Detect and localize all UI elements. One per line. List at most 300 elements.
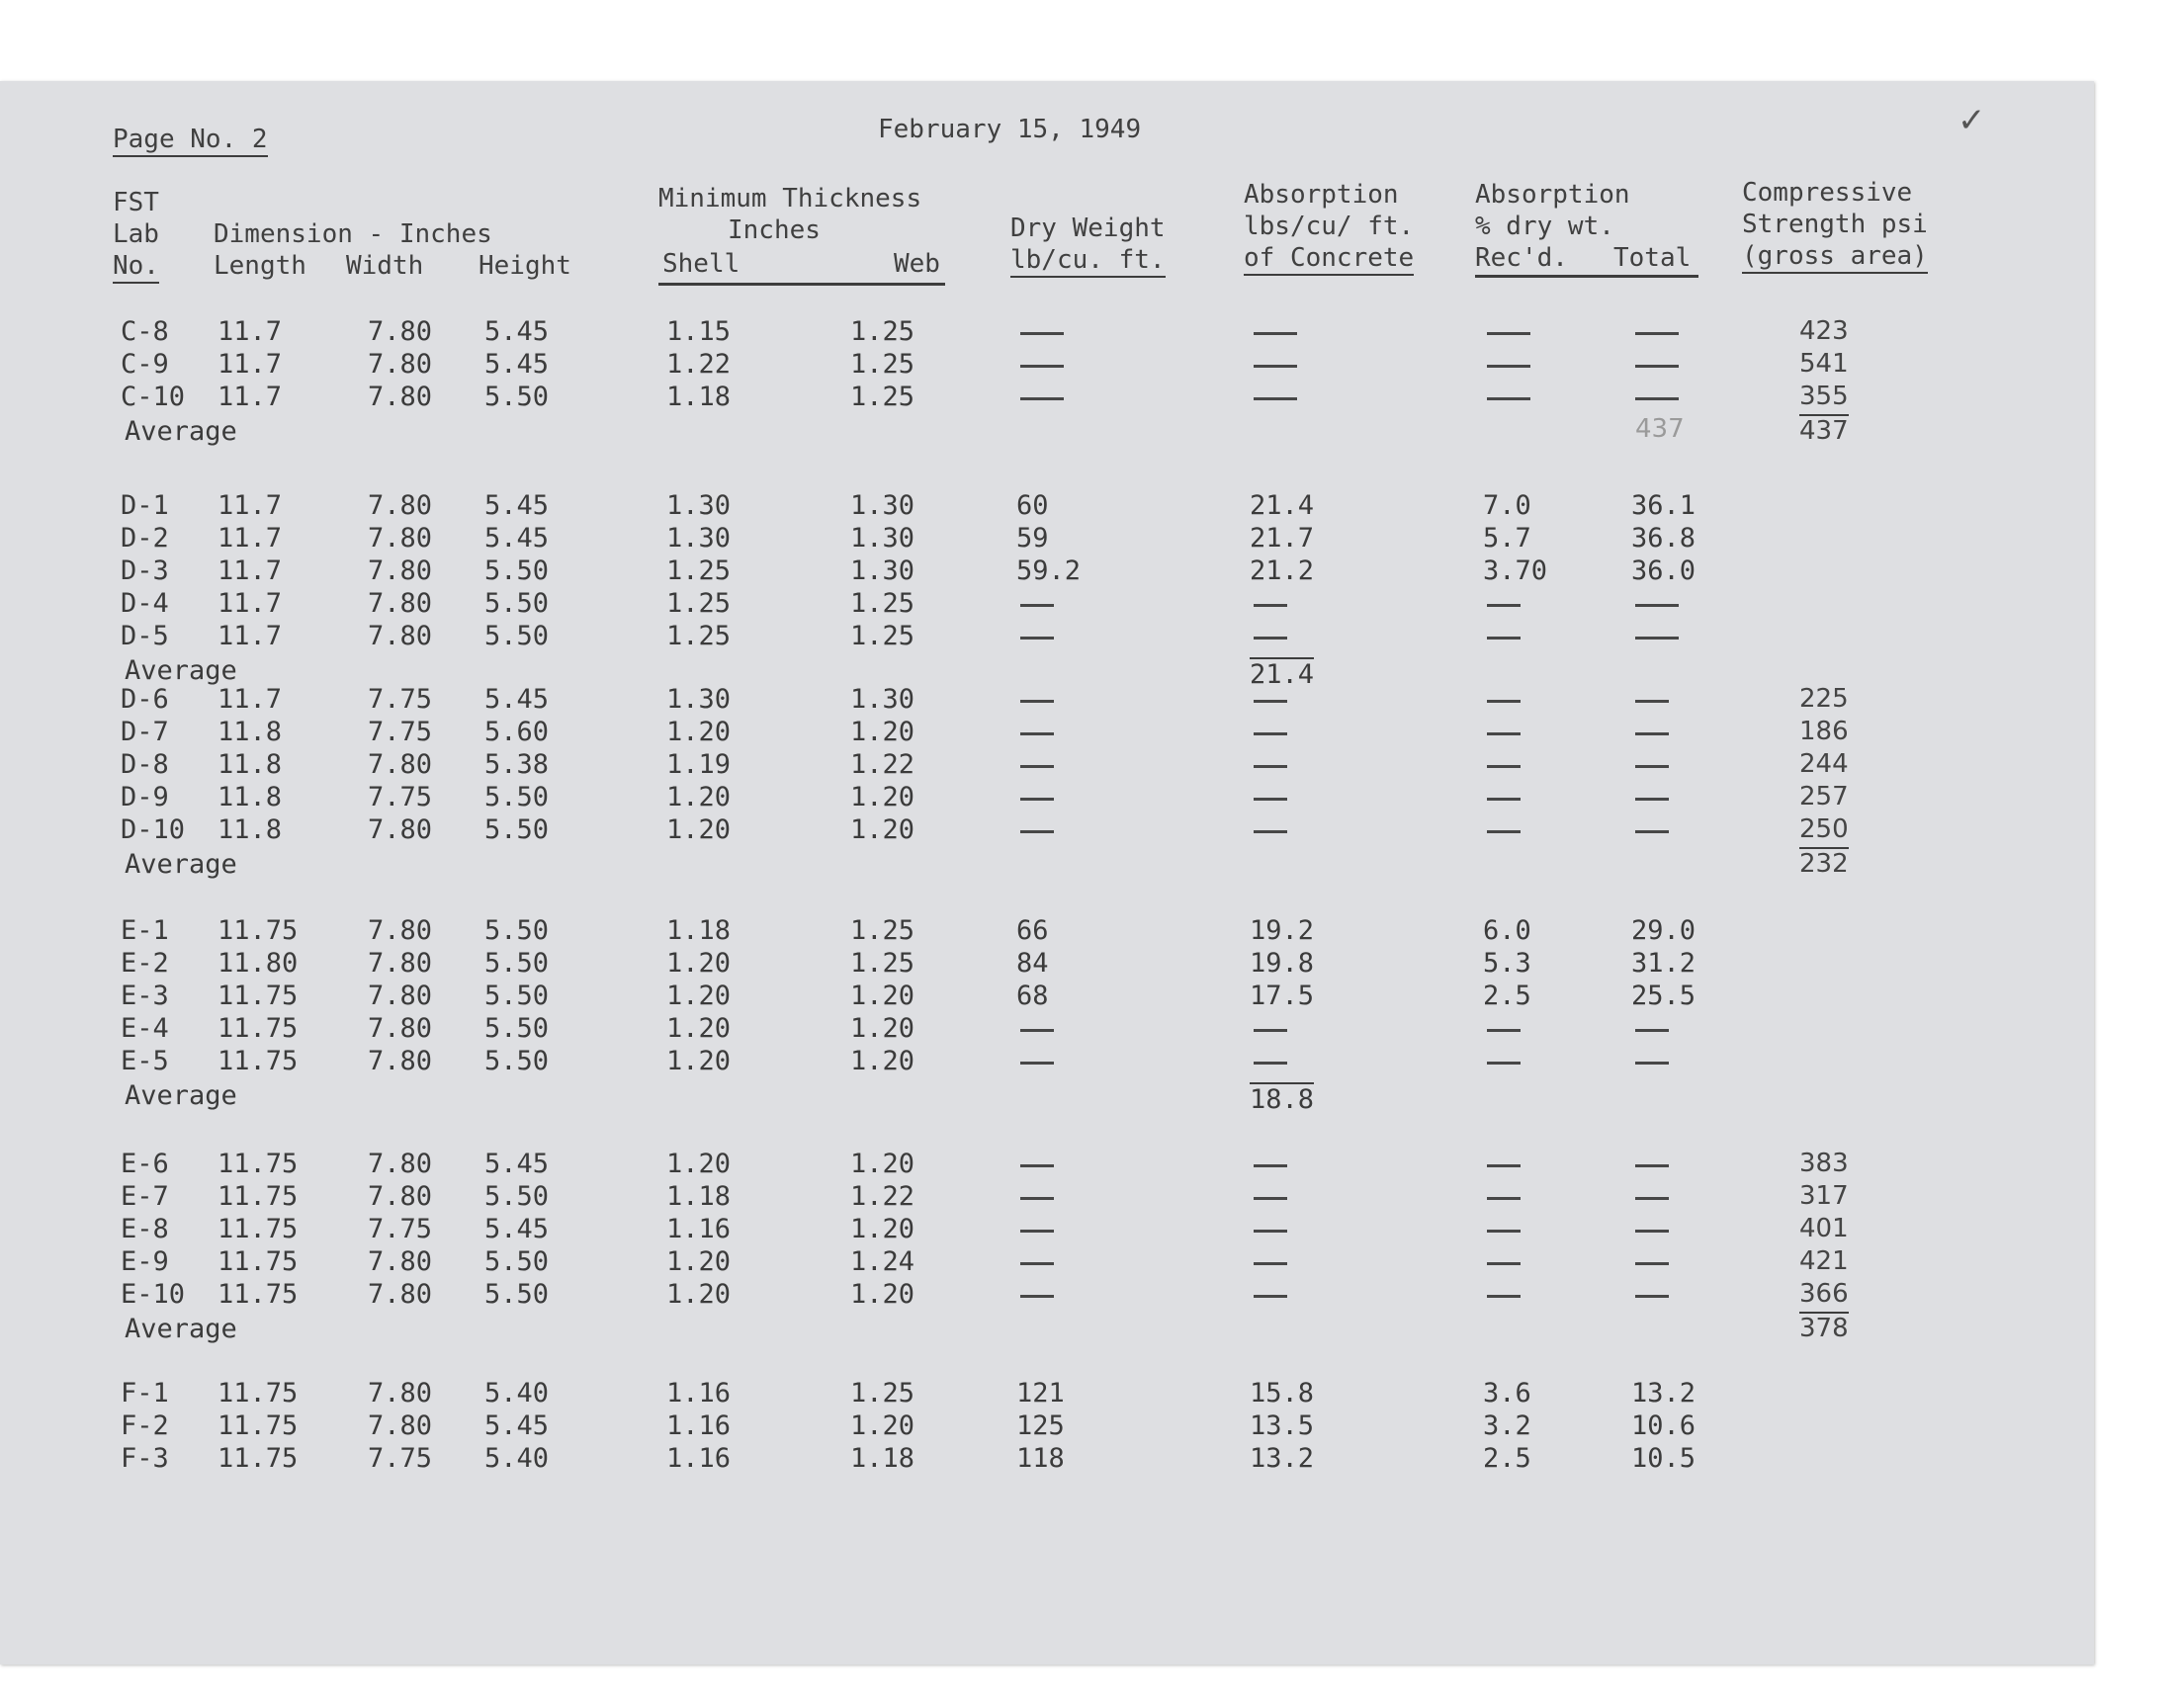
cell-dry-dash <box>1020 1050 1047 1071</box>
cell-width: 7.75 <box>368 1214 433 1244</box>
cell-length: 11.8 <box>218 717 283 747</box>
cell-dry-dash <box>1020 625 1047 646</box>
dash-mark <box>1020 700 1054 703</box>
average-label: Average <box>125 655 237 686</box>
cell-comp: 383 <box>1799 1149 1849 1178</box>
header-absorption-concrete-line2: lbs/cu/ ft. <box>1244 212 1415 241</box>
header-width: Width <box>346 251 424 281</box>
dash-mark <box>1635 798 1669 801</box>
cell-recd-dash <box>1487 1250 1514 1272</box>
cell-length: 11.8 <box>218 782 283 812</box>
cell-total: 36.1 <box>1631 490 1696 521</box>
cell-comp: 421 <box>1799 1246 1849 1276</box>
dash-mark <box>1254 397 1297 400</box>
cell-no: E-8 <box>121 1214 169 1244</box>
cell-comp: 186 <box>1799 717 1849 746</box>
cell-shell: 1.18 <box>666 915 732 946</box>
cell-abs_conc-dash <box>1254 320 1293 342</box>
cell-web: 1.20 <box>850 1046 915 1076</box>
dash-mark <box>1487 397 1530 400</box>
document-date: February 15, 1949 <box>878 115 1142 144</box>
cell-dry-dash <box>1020 385 1060 407</box>
cell-total-dash <box>1635 688 1662 710</box>
cell-dry: 59 <box>1016 523 1049 554</box>
cell-web: 1.20 <box>850 1410 915 1441</box>
header-length: Length <box>214 251 306 281</box>
dash-mark <box>1254 798 1287 801</box>
dash-mark <box>1487 830 1521 833</box>
cell-abs_conc-dash <box>1254 1153 1280 1174</box>
dash-mark <box>1487 1062 1521 1065</box>
cell-height: 5.50 <box>484 948 550 979</box>
cell-shell: 1.20 <box>666 1246 732 1277</box>
cell-width: 7.80 <box>368 1149 433 1179</box>
cell-no: D-4 <box>121 588 169 619</box>
average-label: Average <box>125 849 237 880</box>
cell-shell: 1.18 <box>666 1181 732 1212</box>
cell-length: 11.7 <box>218 382 283 412</box>
cell-no: E-9 <box>121 1246 169 1277</box>
dash-mark <box>1635 830 1669 833</box>
cell-total-dash <box>1635 592 1675 614</box>
cell-comp: 244 <box>1799 749 1849 779</box>
cell-abs_conc-dash <box>1254 818 1280 840</box>
cell-comp: 541 <box>1799 349 1849 379</box>
cell-no: C-10 <box>121 382 186 412</box>
cell-dry-dash <box>1020 688 1047 710</box>
dash-mark <box>1487 1164 1521 1167</box>
cell-total-dash <box>1635 1250 1662 1272</box>
cell-height: 5.50 <box>484 1279 550 1310</box>
cell-dry-dash <box>1020 1017 1047 1039</box>
cell-abs_conc-dash <box>1254 1218 1280 1239</box>
header-dry-weight-line2: lb/cu. ft. <box>1010 247 1166 278</box>
cell-total-dash <box>1635 353 1675 375</box>
cell-width: 7.80 <box>368 1181 433 1212</box>
cell-no: D-7 <box>121 717 169 747</box>
cell-recd-dash <box>1487 1185 1514 1207</box>
dash-mark <box>1487 1262 1521 1265</box>
dash-mark <box>1020 397 1064 400</box>
cell-length: 11.80 <box>218 948 299 979</box>
cell-web: 1.25 <box>850 316 915 347</box>
cell-shell: 1.25 <box>666 555 732 586</box>
cell-comp: 423 <box>1799 316 1849 346</box>
cell-dry-dash <box>1020 1185 1047 1207</box>
cell-web: 1.20 <box>850 717 915 747</box>
cell-height: 5.50 <box>484 382 550 412</box>
cell-width: 7.80 <box>368 1279 433 1310</box>
cell-width: 7.80 <box>368 981 433 1011</box>
cell-no: D-6 <box>121 684 169 715</box>
cell-abs_conc-dash <box>1254 688 1280 710</box>
cell-height: 5.40 <box>484 1378 550 1409</box>
dash-mark <box>1020 332 1064 335</box>
cell-comp: 317 <box>1799 1181 1849 1211</box>
dash-mark <box>1254 765 1287 768</box>
cell-shell: 1.19 <box>666 749 732 780</box>
cell-no: D-5 <box>121 621 169 651</box>
check-mark-icon: ✓ <box>1958 101 1986 140</box>
cell-height: 5.38 <box>484 749 550 780</box>
cell-no: E-6 <box>121 1149 169 1179</box>
dash-mark <box>1020 637 1054 640</box>
cell-width: 7.80 <box>368 1410 433 1441</box>
cell-total-dash <box>1635 1017 1662 1039</box>
cell-height: 5.45 <box>484 349 550 380</box>
cell-dry: 121 <box>1016 1378 1065 1409</box>
dash-mark <box>1254 1230 1287 1233</box>
cell-length: 11.7 <box>218 621 283 651</box>
header-web: Web <box>894 249 940 279</box>
dash-mark <box>1020 732 1054 735</box>
dash-mark <box>1254 1295 1287 1298</box>
cell-length: 11.7 <box>218 555 283 586</box>
cell-length: 11.7 <box>218 588 283 619</box>
cell-shell: 1.16 <box>666 1443 732 1474</box>
cell-recd-dash <box>1487 818 1514 840</box>
dash-mark <box>1020 1295 1054 1298</box>
dash-mark <box>1254 1062 1287 1065</box>
cell-no: E-2 <box>121 948 169 979</box>
absorption-average: 18.8 <box>1250 1084 1315 1115</box>
cell-height: 5.45 <box>484 490 550 521</box>
cell-length: 11.7 <box>218 349 283 380</box>
cell-dry-dash <box>1020 353 1060 375</box>
cell-height: 5.45 <box>484 1214 550 1244</box>
cell-length: 11.75 <box>218 1443 299 1474</box>
cell-height: 5.45 <box>484 684 550 715</box>
cell-width: 7.80 <box>368 1378 433 1409</box>
dash-mark <box>1487 332 1530 335</box>
header-lab-line2: Lab <box>113 219 159 249</box>
cell-abs_conc-dash <box>1254 1283 1280 1305</box>
cell-no: C-8 <box>121 316 169 347</box>
header-total: Total <box>1613 243 1692 273</box>
cell-total-dash <box>1635 753 1662 775</box>
cell-abs_conc: 21.2 <box>1250 555 1315 586</box>
header-thickness-title: Minimum Thickness <box>658 184 922 214</box>
header-lab-line1: FST <box>113 188 159 217</box>
cell-abs_conc-dash <box>1254 721 1280 742</box>
cell-abs_conc-dash <box>1254 1185 1280 1207</box>
cell-length: 11.75 <box>218 1246 299 1277</box>
cell-height: 5.50 <box>484 1181 550 1212</box>
cell-shell: 1.22 <box>666 349 732 380</box>
dash-mark <box>1635 765 1669 768</box>
dash-mark <box>1487 365 1530 368</box>
cell-recd-dash <box>1487 1017 1514 1039</box>
cell-shell: 1.20 <box>666 948 732 979</box>
cell-total: 29.0 <box>1631 915 1696 946</box>
cell-height: 5.60 <box>484 717 550 747</box>
dash-mark <box>1635 1295 1669 1298</box>
dash-mark <box>1254 1029 1287 1032</box>
cell-dry: 118 <box>1016 1443 1065 1474</box>
cell-no: F-2 <box>121 1410 169 1441</box>
header-absorption-pct-line2: % dry wt. <box>1475 212 1614 241</box>
dash-mark <box>1487 637 1521 640</box>
cell-width: 7.80 <box>368 1046 433 1076</box>
dash-mark <box>1635 1197 1669 1200</box>
cell-width: 7.75 <box>368 717 433 747</box>
cell-dry-dash <box>1020 1283 1047 1305</box>
dash-mark <box>1487 1295 1521 1298</box>
average-label: Average <box>125 1314 237 1344</box>
cell-comp: 250 <box>1799 814 1849 844</box>
cell-recd: 3.2 <box>1483 1410 1531 1441</box>
cell-comp: 225 <box>1799 684 1849 714</box>
header-lab-line3: No. <box>113 253 159 284</box>
cell-shell: 1.25 <box>666 621 732 651</box>
cell-recd-dash <box>1487 1050 1514 1071</box>
cell-recd: 3.70 <box>1483 555 1548 586</box>
cell-recd-dash <box>1487 592 1514 614</box>
cell-shell: 1.20 <box>666 717 732 747</box>
cell-total: 36.8 <box>1631 523 1696 554</box>
dash-mark <box>1487 1230 1521 1233</box>
dash-mark <box>1020 1029 1054 1032</box>
compressive-average: 437 <box>1799 416 1849 446</box>
cell-height: 5.45 <box>484 316 550 347</box>
cell-web: 1.25 <box>850 1378 915 1409</box>
cell-height: 5.50 <box>484 1246 550 1277</box>
cell-recd: 2.5 <box>1483 981 1531 1011</box>
dash-mark <box>1254 700 1287 703</box>
cell-width: 7.80 <box>368 382 433 412</box>
cell-width: 7.75 <box>368 684 433 715</box>
cell-recd-dash <box>1487 1153 1514 1174</box>
cell-shell: 1.20 <box>666 1149 732 1179</box>
cell-total: 25.5 <box>1631 981 1696 1011</box>
header-shell: Shell <box>662 249 740 279</box>
dash-mark <box>1487 700 1521 703</box>
cell-total-dash <box>1635 1185 1662 1207</box>
cell-total-dash <box>1635 385 1675 407</box>
cell-height: 5.50 <box>484 621 550 651</box>
cell-shell: 1.16 <box>666 1214 732 1244</box>
cell-height: 5.40 <box>484 1443 550 1474</box>
cell-dry-dash <box>1020 753 1047 775</box>
cell-total-dash <box>1635 1283 1662 1305</box>
header-absorption-concrete-line3: of Concrete <box>1244 245 1414 276</box>
cell-shell: 1.16 <box>666 1410 732 1441</box>
cell-recd: 2.5 <box>1483 1443 1531 1474</box>
cell-shell: 1.30 <box>666 490 732 521</box>
cell-width: 7.80 <box>368 948 433 979</box>
cell-length: 11.75 <box>218 1410 299 1441</box>
dash-mark <box>1254 604 1287 607</box>
cell-no: E-10 <box>121 1279 186 1310</box>
cell-dry: 84 <box>1016 948 1049 979</box>
cell-length: 11.8 <box>218 814 283 845</box>
cell-web: 1.22 <box>850 749 915 780</box>
cell-shell: 1.20 <box>666 814 732 845</box>
cell-recd-dash <box>1487 320 1526 342</box>
cell-length: 11.75 <box>218 1279 299 1310</box>
cell-abs_conc-dash <box>1254 385 1293 407</box>
cell-shell: 1.18 <box>666 382 732 412</box>
header-dry-weight-line1: Dry Weight <box>1010 214 1166 243</box>
cell-length: 11.8 <box>218 749 283 780</box>
cell-dry-dash <box>1020 1218 1047 1239</box>
dash-mark <box>1254 1262 1287 1265</box>
dash-mark <box>1487 765 1521 768</box>
cell-no: E-3 <box>121 981 169 1011</box>
cell-web: 1.25 <box>850 382 915 412</box>
cell-width: 7.80 <box>368 316 433 347</box>
cell-length: 11.75 <box>218 1181 299 1212</box>
header-absorption-pct-line1: Absorption <box>1475 180 1630 210</box>
dash-mark <box>1020 1230 1054 1233</box>
cell-length: 11.75 <box>218 1013 299 1044</box>
cell-length: 11.75 <box>218 1149 299 1179</box>
cell-web: 1.30 <box>850 490 915 521</box>
cell-no: D-3 <box>121 555 169 586</box>
cell-recd-dash <box>1487 1283 1514 1305</box>
cell-no: D-9 <box>121 782 169 812</box>
cell-width: 7.75 <box>368 782 433 812</box>
cell-recd-dash <box>1487 353 1526 375</box>
dash-mark <box>1020 798 1054 801</box>
cell-dry: 125 <box>1016 1410 1065 1441</box>
cell-length: 11.7 <box>218 684 283 715</box>
cell-shell: 1.16 <box>666 1378 732 1409</box>
cell-web: 1.20 <box>850 1214 915 1244</box>
cell-abs_conc-dash <box>1254 753 1280 775</box>
dash-mark <box>1635 732 1669 735</box>
cell-no: C-9 <box>121 349 169 380</box>
dash-mark <box>1635 1062 1669 1065</box>
cell-dry: 59.2 <box>1016 555 1082 586</box>
dash-mark <box>1635 637 1679 640</box>
dash-mark <box>1020 830 1054 833</box>
cell-abs_conc-dash <box>1254 786 1280 808</box>
dash-mark <box>1020 1062 1054 1065</box>
cell-width: 7.75 <box>368 1443 433 1474</box>
dash-mark <box>1635 332 1679 335</box>
dash-mark <box>1020 1197 1054 1200</box>
cell-height: 5.50 <box>484 814 550 845</box>
average-label: Average <box>125 416 237 447</box>
cell-no: E-5 <box>121 1046 169 1076</box>
cell-length: 11.75 <box>218 1046 299 1076</box>
cell-web: 1.30 <box>850 684 915 715</box>
compressive-average: 378 <box>1799 1314 1849 1343</box>
cell-abs_conc-dash <box>1254 592 1280 614</box>
cell-width: 7.80 <box>368 1013 433 1044</box>
dash-mark <box>1254 830 1287 833</box>
cell-recd: 6.0 <box>1483 915 1531 946</box>
cell-shell: 1.20 <box>666 782 732 812</box>
cell-width: 7.80 <box>368 1246 433 1277</box>
dash-mark <box>1487 1197 1521 1200</box>
cell-width: 7.80 <box>368 555 433 586</box>
cell-abs_conc: 21.7 <box>1250 523 1315 554</box>
cell-dry-dash <box>1020 818 1047 840</box>
cell-shell: 1.15 <box>666 316 732 347</box>
cell-width: 7.80 <box>368 349 433 380</box>
dash-mark <box>1254 732 1287 735</box>
cell-no: D-1 <box>121 490 169 521</box>
cell-shell: 1.20 <box>666 1013 732 1044</box>
cell-web: 1.30 <box>850 555 915 586</box>
dash-mark <box>1020 604 1054 607</box>
cell-recd: 7.0 <box>1483 490 1531 521</box>
header-compressive-line3: (gross area) <box>1742 243 1928 274</box>
cell-total-dash <box>1635 625 1675 646</box>
cell-web: 1.20 <box>850 981 915 1011</box>
cell-web: 1.30 <box>850 523 915 554</box>
cell-total-dash <box>1635 1050 1662 1071</box>
cell-abs_conc-dash <box>1254 625 1280 646</box>
cell-total-dash <box>1635 786 1662 808</box>
cell-abs_conc-dash <box>1254 1250 1280 1272</box>
cell-height: 5.50 <box>484 782 550 812</box>
dash-mark <box>1635 604 1679 607</box>
cell-comp: 257 <box>1799 782 1849 811</box>
cell-total-dash <box>1635 721 1662 742</box>
absorption-average: 21.4 <box>1250 659 1315 690</box>
dash-mark <box>1487 732 1521 735</box>
cell-comp: 355 <box>1799 382 1849 411</box>
cell-web: 1.25 <box>850 588 915 619</box>
cell-length: 11.7 <box>218 316 283 347</box>
cell-recd-dash <box>1487 385 1526 407</box>
cell-recd-dash <box>1487 1218 1514 1239</box>
cell-no: E-4 <box>121 1013 169 1044</box>
cell-height: 5.50 <box>484 981 550 1011</box>
cell-comp: 401 <box>1799 1214 1849 1243</box>
cell-dry-dash <box>1020 786 1047 808</box>
cell-total: 10.5 <box>1631 1443 1696 1474</box>
cell-total-dash <box>1635 320 1675 342</box>
average-label: Average <box>125 1080 237 1111</box>
cell-no: D-10 <box>121 814 186 845</box>
cell-total: 31.2 <box>1631 948 1696 979</box>
dash-mark <box>1020 765 1054 768</box>
cell-shell: 1.30 <box>666 684 732 715</box>
header-thickness-units: Inches <box>728 215 821 245</box>
cell-abs_conc-dash <box>1254 1050 1280 1071</box>
dash-mark <box>1635 1029 1669 1032</box>
cell-dry: 68 <box>1016 981 1049 1011</box>
dash-mark <box>1635 1230 1669 1233</box>
cell-width: 7.80 <box>368 490 433 521</box>
cell-abs_conc-dash <box>1254 353 1293 375</box>
cell-width: 7.80 <box>368 814 433 845</box>
dash-mark <box>1635 397 1679 400</box>
header-recd: Rec'd. <box>1475 243 1568 273</box>
cell-web: 1.24 <box>850 1246 915 1277</box>
cell-height: 5.50 <box>484 915 550 946</box>
cell-dry: 66 <box>1016 915 1049 946</box>
dash-mark <box>1635 700 1669 703</box>
dash-mark <box>1020 1262 1054 1265</box>
cell-abs_conc: 15.8 <box>1250 1378 1315 1409</box>
thickness-underline <box>658 283 945 286</box>
cell-shell: 1.30 <box>666 523 732 554</box>
cell-length: 11.75 <box>218 981 299 1011</box>
cell-total: 13.2 <box>1631 1378 1696 1409</box>
cell-web: 1.25 <box>850 349 915 380</box>
dash-mark <box>1254 1164 1287 1167</box>
pencil-note: 437 <box>1635 414 1685 444</box>
cell-total: 10.6 <box>1631 1410 1696 1441</box>
cell-length: 11.75 <box>218 915 299 946</box>
dash-mark <box>1635 1262 1669 1265</box>
cell-recd: 3.6 <box>1483 1378 1531 1409</box>
